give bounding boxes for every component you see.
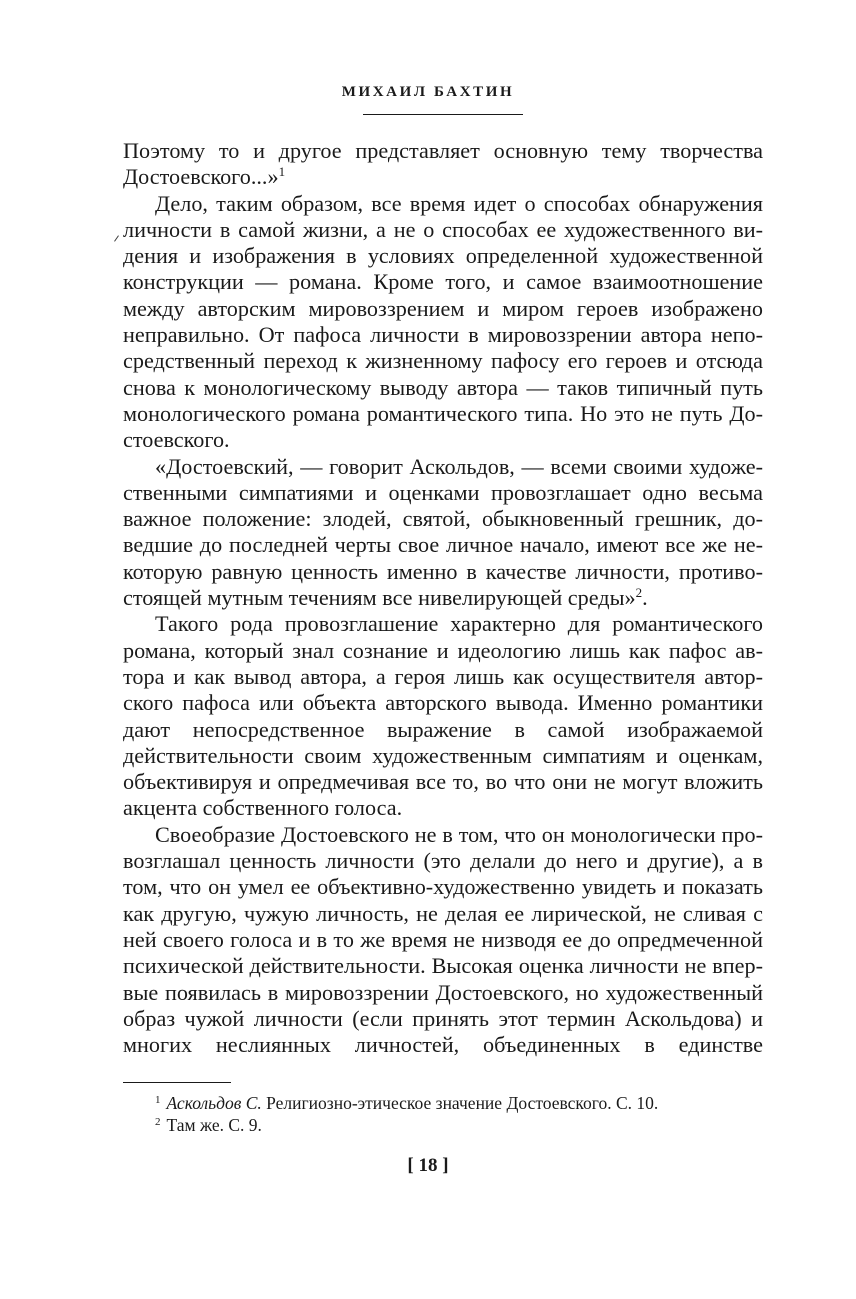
paragraph-text: Дело, таким образом, все время идет о способах обнаружения личности в самой жизни, а не о способах ее художественного видения и изображения в условиях определенной художественной конструкции — романа. Кроме того, и самое взаимоотношение между авторским мировоззрением и миром героев изображено неправильно. От пафоса личности в мировоззрении автора непосредственный переход к жизненному пафосу его героев и отсюда снова к монологическому выводу автора — таков типичный путь монологического романа романтического типа. Но это не путь Достоевского. (123, 190, 763, 453)
footnote-text: Религиозно-этическое значение Достоевского. С. 10. (261, 1093, 659, 1113)
paragraph (123, 822, 763, 1059)
paragraph-tail: . (642, 585, 648, 611)
footnote-mark: 1 (155, 1094, 161, 1106)
running-head: МИХАИЛ БАХТИН (341, 84, 515, 100)
footnote-rule (123, 1082, 231, 1083)
paragraph-text: Поэтому то и другое представляет основную тему творчества Достоевского...» (123, 138, 763, 190)
paragraph-text: Своеобразие Достоевского не в том, что он монологически провозглашал ценность личности (это делали до него и другие), а в том, что он умел ее объективно-художественно увидеть и показать как другую, чужую личность, не делая ее лирической, не сливая с ней своего голоса и в то же время не низводя ее до опредмеченной психической действительности. Высокая оценка личности не впервые появилась в мировоззрении Достоевского, но художественный образ чужой личности (если принять этот термин Аскольдова) и многих неслиянных личностей, объединенных в единстве (123, 821, 763, 1058)
footnote-1 (123, 1092, 763, 1114)
footnote-mark: 2 (155, 1116, 161, 1128)
footnote-ref-1: 1 (278, 164, 286, 180)
footnote-author: Аскольдов С. (166, 1093, 262, 1113)
footnotes (123, 1092, 763, 1136)
paragraph (123, 191, 763, 454)
paragraph (123, 611, 763, 821)
paragraph-text: Такого рода провозглашение характерно для романтического романа, который знал сознание и идеологию лишь как пафос автора и как вывод автора, а героя лишь как осуществителя авторского пафоса или объекта авторского вывода. Именно романтики дают непосредственное выражение в самой изображаемой действительности своим художественным симпатиям и оценкам, объективируя и опредмечивая все то, во что они не могут вложить акцента собственного голоса. (123, 611, 763, 821)
footnote-2 (123, 1114, 763, 1136)
footnote-ref-2: 2 (635, 585, 643, 601)
paragraph-continuation (123, 138, 763, 191)
main-text (123, 138, 763, 1058)
paragraph-quote (123, 454, 763, 612)
paragraph-text: «Достоевский, — говорит Аскольдов, — всеми своими художественными симпатиями и оценками провозглашает одно весьма важное положение: злодей, святой, обыкновенный грешник, доведшие до последней черты свое личное начало, имеют все же некоторую равную ценность именно в качестве личности, противостоящей мутным течениям все нивелирующей среды» (123, 453, 763, 611)
running-head-rule (363, 114, 523, 115)
page-number: [ 18 ] (407, 1155, 449, 1176)
footnote-text: Там же. С. 9. (166, 1115, 262, 1135)
margin-pencil-mark (114, 235, 119, 241)
